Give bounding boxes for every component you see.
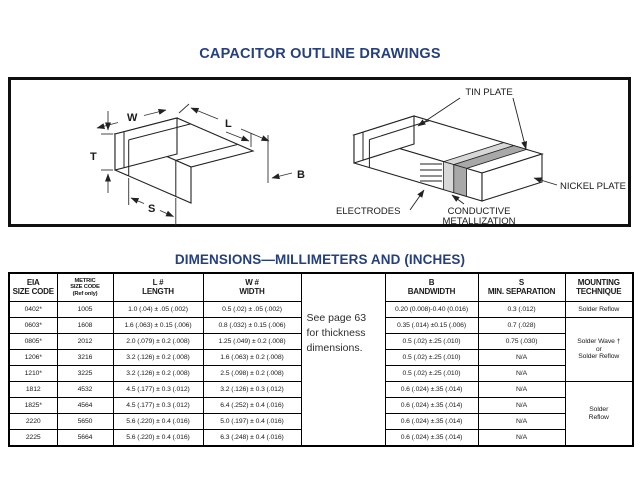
width-cell: 6.3 (.248) ± 0.4 (.016) — [203, 430, 301, 447]
eia-cell: 0402* — [9, 302, 57, 318]
header-eia-line2: SIZE CODE — [12, 286, 54, 296]
length-cell: 2.0 (.079) ± 0.2 (.008) — [113, 334, 203, 350]
eia-cell: 2220 — [9, 414, 57, 430]
metric-cell: 1608 — [57, 318, 113, 334]
bandwidth-cell: 0.6 (.024) ±.35 (.014) — [385, 430, 478, 447]
mounting-cell-solder-reflow: Solder Reflow — [565, 302, 633, 318]
length-cell: 5.6 (.220) ± 0.4 (.016) — [113, 414, 203, 430]
width-cell: 2.5 (.098) ± 0.2 (.008) — [203, 366, 301, 382]
bandwidth-cell: 0.6 (.024) ±.35 (.014) — [385, 414, 478, 430]
header-length — [113, 273, 203, 302]
width-cell: 0.8 (.032) ± 0.15 (.006) — [203, 318, 301, 334]
header-metric-size-code — [57, 273, 113, 302]
separation-cell: N/A — [478, 366, 565, 382]
mounting-cell-solder-wave-or-reflow — [565, 318, 633, 382]
header-width-line2: WIDTH — [239, 286, 265, 296]
bandwidth-cell: 0.6 (.024) ±.35 (.014) — [385, 382, 478, 398]
header-mounting-line1: MOUNTING — [577, 278, 620, 287]
length-cell: 4.5 (.177) ± 0.3 (.012) — [113, 398, 203, 414]
separation-cell: 0.75 (.030) — [478, 334, 565, 350]
page-title: CAPACITOR OUTLINE DRAWINGS — [199, 46, 441, 62]
metric-cell: 3225 — [57, 366, 113, 382]
header-metric-line1: METRIC — [74, 278, 96, 285]
separation-cell: N/A — [478, 430, 565, 447]
dim-l-label: L — [225, 118, 232, 130]
mounting-reflow-line1: Solder — [589, 406, 609, 413]
metric-cell: 3216 — [57, 350, 113, 366]
header-length-line2: LENGTH — [142, 286, 174, 296]
thickness-note — [307, 311, 367, 356]
header-bandwidth-line2: BANDWIDTH — [407, 286, 456, 296]
header-length-line1: L # — [152, 278, 164, 287]
mounting-reflow-line2: Reflow — [588, 413, 609, 421]
metric-cell: 4532 — [57, 382, 113, 398]
eia-cell: 1812 — [9, 382, 57, 398]
metric-cell: 5664 — [57, 430, 113, 447]
header-min-separation — [478, 273, 565, 302]
note-line1: See page 63 — [306, 312, 367, 324]
dim-s-label: S — [148, 203, 156, 215]
separation-cell: N/A — [478, 398, 565, 414]
metric-cell: 5650 — [57, 414, 113, 430]
metric-cell: 2012 — [57, 334, 113, 350]
tin-plate-label: TIN PLATE — [465, 87, 513, 98]
eia-cell: 0603* — [9, 318, 57, 334]
thickness-note-cell — [301, 273, 385, 446]
metric-cell: 1005 — [57, 302, 113, 318]
width-cell: 3.2 (.126) ± 0.3 (.012) — [203, 382, 301, 398]
bandwidth-cell: 0.5 (.02) ±.25 (.010) — [385, 334, 478, 350]
length-cell: 4.5 (.177) ± 0.3 (.012) — [113, 382, 203, 398]
length-cell: 1.6 (.063) ± 0.15 (.006) — [113, 318, 203, 334]
capacitor-dimension-drawing — [40, 79, 332, 225]
eia-cell: 0805* — [9, 334, 57, 350]
metric-cell: 4564 — [57, 398, 113, 414]
mounting-wave-line1: Solder Wave † — [577, 338, 621, 346]
header-eia-size-code — [9, 273, 57, 302]
bandwidth-cell: 0.6 (.024) ±.35 (.014) — [385, 398, 478, 414]
header-metric-line3: (Ref only) — [72, 290, 98, 297]
width-cell: 1.25 (.049) ± 0.2 (.008) — [203, 334, 301, 350]
length-cell: 1.0 (.04) ± .05 (.002) — [113, 302, 203, 318]
mounting-wave-line2: or — [595, 345, 602, 353]
nickel-plate-band-front — [454, 165, 467, 197]
dim-t-label: T — [90, 151, 97, 163]
conductive-metallization-label-line2: METALLIZATION — [442, 216, 516, 226]
header-mounting-technique — [565, 273, 633, 302]
eia-cell: 1206* — [9, 350, 57, 366]
header-width-line1: W # — [245, 278, 259, 287]
dimensions-table — [8, 272, 634, 447]
header-eia-line1: EIA — [26, 278, 40, 287]
header-row — [9, 273, 633, 302]
separation-cell: 0.7 (.028) — [478, 318, 565, 334]
length-cell: 3.2 (.126) ± 0.2 (.008) — [113, 366, 203, 382]
nickel-plate-label: NICKEL PLATE — [560, 181, 626, 192]
note-line3: dimensions. — [306, 342, 363, 354]
width-cell: 6.4 (.252) ± 0.4 (.016) — [203, 398, 301, 414]
length-cell: 3.2 (.126) ± 0.2 (.008) — [113, 350, 203, 366]
length-cell: 5.6 (.220) ± 0.4 (.016) — [113, 430, 203, 447]
width-cell: 1.6 (.063) ± 0.2 (.008) — [203, 350, 301, 366]
header-width — [203, 273, 301, 302]
conductive-metallization-label-line1: CONDUCTIVE — [447, 206, 511, 217]
mounting-wave-line3: Solder Reflow — [578, 353, 620, 361]
eia-cell: 2225 — [9, 430, 57, 447]
bandwidth-cell: 0.5 (.02) ±.25 (.010) — [385, 366, 478, 382]
note-line2: for thickness — [306, 327, 366, 339]
header-metric-line2: SIZE CODE — [70, 284, 100, 291]
bandwidth-cell: 0.35 (.014) ±0.15 (.006) — [385, 318, 478, 334]
capacitor-construction-drawing — [324, 79, 630, 226]
dim-w-label: W — [127, 112, 138, 124]
conductive-metallization-band-front — [444, 162, 454, 193]
header-separation-line1: S — [518, 278, 525, 287]
separation-cell: N/A — [478, 382, 565, 398]
separation-cell: N/A — [478, 414, 565, 430]
header-bandwidth-line1: B — [428, 278, 435, 287]
eia-cell: 1210* — [9, 366, 57, 382]
dimensions-title: DIMENSIONS—MILLIMETERS AND (INCHES) — [174, 252, 466, 267]
separation-cell: 0.3 (.012) — [478, 302, 565, 318]
header-separation-line2: MIN. SEPARATION — [487, 286, 556, 296]
width-cell: 5.0 (.197) ± 0.4 (.016) — [203, 414, 301, 430]
header-mounting-line2: TECHNIQUE — [576, 286, 622, 296]
dim-b-label: B — [297, 169, 305, 181]
bandwidth-cell: 0.20 (0.008)-0.40 (0.016) — [385, 302, 478, 318]
separation-cell: N/A — [478, 350, 565, 366]
header-bandwidth — [385, 273, 478, 302]
mounting-cell-solder-reflow-group — [565, 382, 633, 447]
width-cell: 0.5 (.02) ± .05 (.002) — [203, 302, 301, 318]
electrodes-label: ELECTRODES — [336, 206, 401, 217]
bandwidth-cell: 0.5 (.02) ±.25 (.010) — [385, 350, 478, 366]
eia-cell: 1825* — [9, 398, 57, 414]
